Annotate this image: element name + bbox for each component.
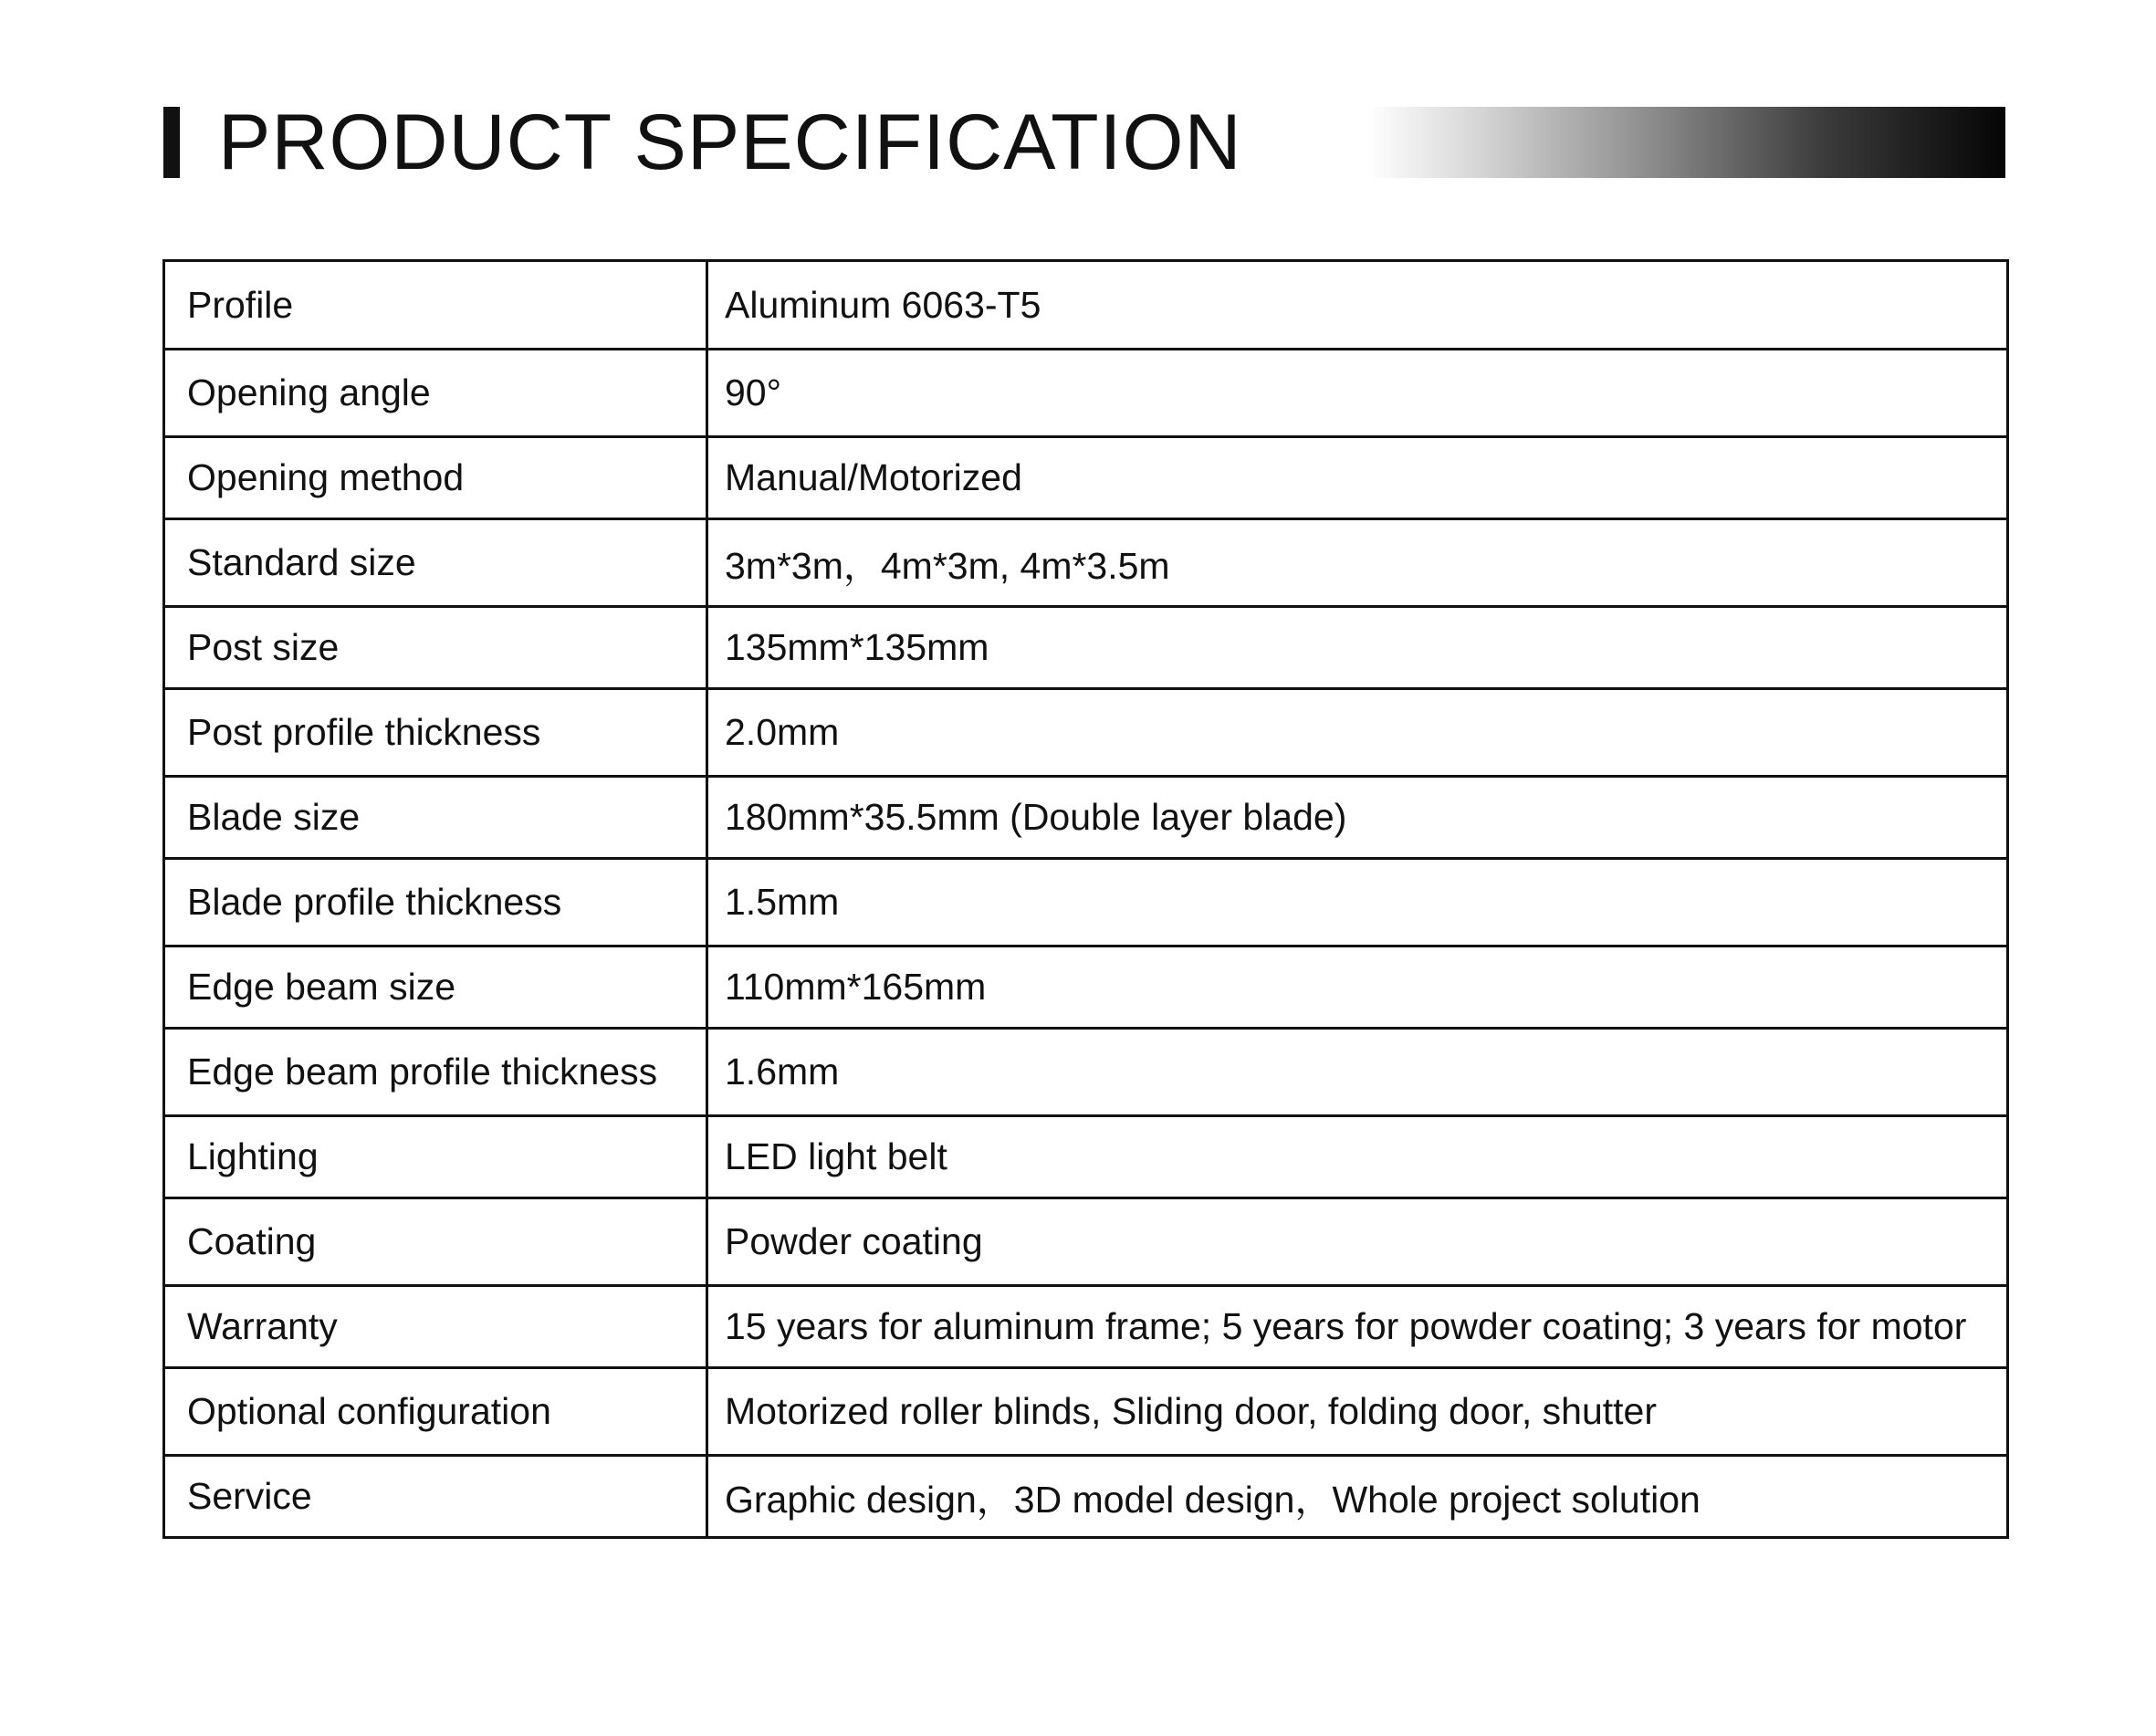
spec-value: 135mm*135mm xyxy=(707,607,2008,689)
table-row xyxy=(164,1116,2008,1198)
table-row xyxy=(164,1198,2008,1286)
spec-value: Manual/Motorized xyxy=(707,437,2008,519)
table-row xyxy=(164,1456,2008,1538)
spec-value: 15 years for aluminum frame; 5 years for powder coating; 3 years for motor xyxy=(707,1286,2008,1368)
spec-table xyxy=(162,259,2009,1539)
spec-label: Opening angle xyxy=(164,350,707,437)
header-accent-bar xyxy=(163,107,180,178)
spec-value: 110mm*165mm xyxy=(707,946,2008,1029)
spec-label: Lighting xyxy=(164,1116,707,1198)
spec-label: Opening method xyxy=(164,437,707,519)
table-row xyxy=(164,261,2008,350)
spec-label: Coating xyxy=(164,1198,707,1286)
table-row xyxy=(164,350,2008,437)
table-row xyxy=(164,1286,2008,1368)
table-row xyxy=(164,777,2008,859)
spec-label: Service xyxy=(164,1456,707,1538)
spec-label: Blade profile thickness xyxy=(164,859,707,946)
table-row xyxy=(164,607,2008,689)
spec-label: Post profile thickness xyxy=(164,689,707,777)
spec-label: Blade size xyxy=(164,777,707,859)
spec-label: Edge beam profile thickness xyxy=(164,1029,707,1116)
spec-value: Aluminum 6063-T5 xyxy=(707,261,2008,350)
spec-value: 1.6mm xyxy=(707,1029,2008,1116)
table-row xyxy=(164,519,2008,607)
page-title: PRODUCT SPECIFICATION xyxy=(218,99,1242,186)
spec-label: Post size xyxy=(164,607,707,689)
table-row xyxy=(164,689,2008,777)
page-header xyxy=(163,99,2005,186)
spec-value: Powder coating xyxy=(707,1198,2008,1286)
table-row xyxy=(164,437,2008,519)
table-row xyxy=(164,1368,2008,1456)
spec-value: Motorized roller blinds, Sliding door, folding door, shutter xyxy=(707,1368,2008,1456)
spec-value: 2.0mm xyxy=(707,689,2008,777)
spec-label: Edge beam size xyxy=(164,946,707,1029)
spec-label: Standard size xyxy=(164,519,707,607)
spec-label: Optional configuration xyxy=(164,1368,707,1456)
spec-label: Profile xyxy=(164,261,707,350)
table-row xyxy=(164,1029,2008,1116)
header-gradient-band xyxy=(1368,107,2005,178)
spec-value: 3m*3m，4m*3m, 4m*3.5m xyxy=(707,519,2008,607)
spec-label: Warranty xyxy=(164,1286,707,1368)
spec-value: Graphic design，3D model design，Whole project solution xyxy=(707,1456,2008,1538)
spec-value: 180mm*35.5mm (Double layer blade) xyxy=(707,777,2008,859)
spec-value: 90° xyxy=(707,350,2008,437)
table-row xyxy=(164,859,2008,946)
table-row xyxy=(164,946,2008,1029)
spec-value: LED light belt xyxy=(707,1116,2008,1198)
spec-value: 1.5mm xyxy=(707,859,2008,946)
